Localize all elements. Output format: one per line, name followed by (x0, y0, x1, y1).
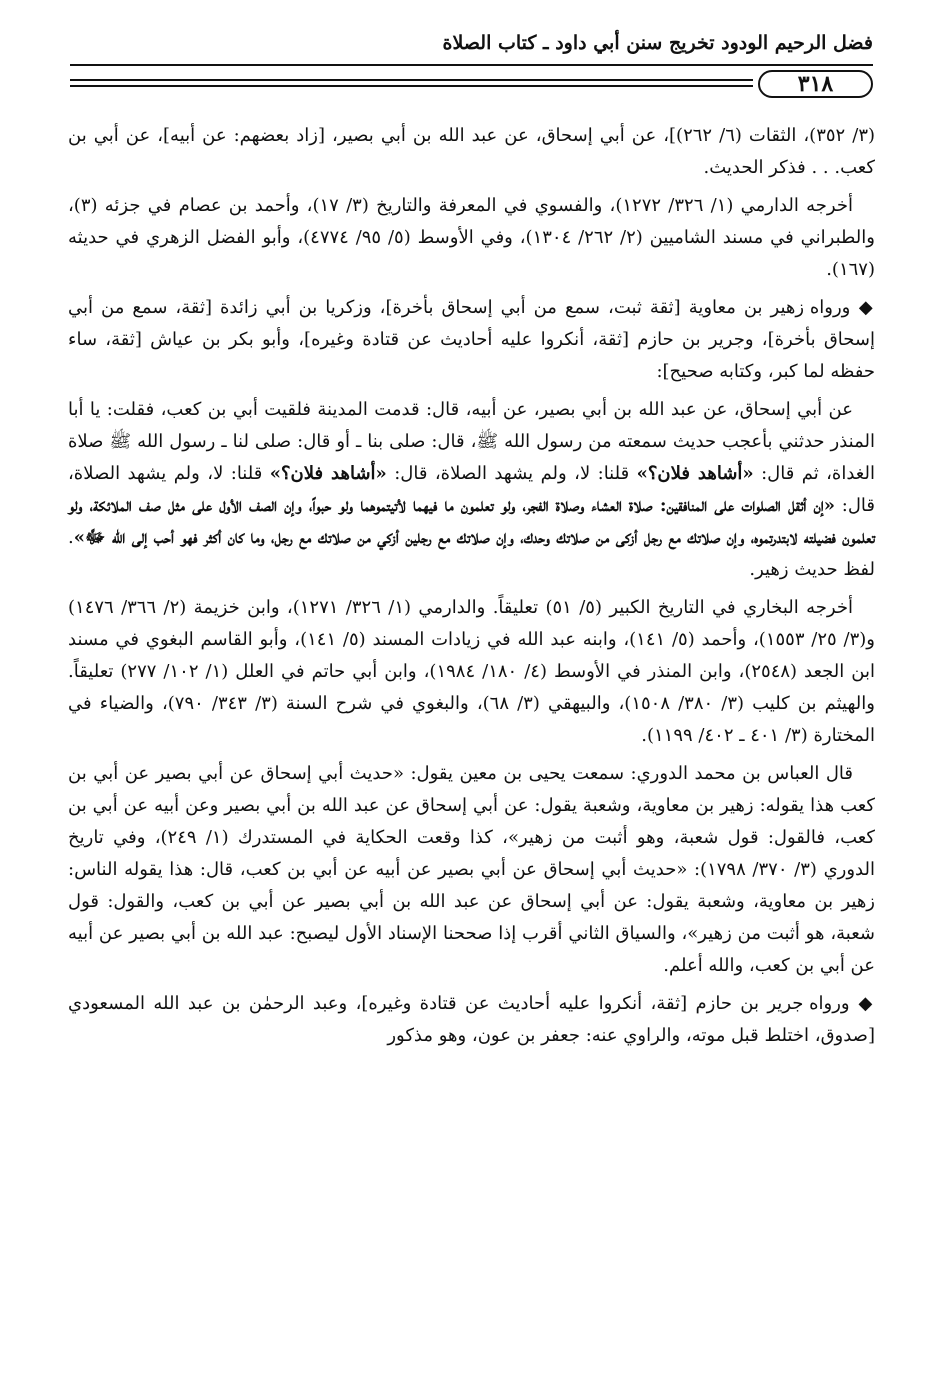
page-number: ٣١٨ (758, 70, 873, 98)
book-title: فضل الرحيم الودود تخريج سنن أبي داود ـ كتاب الصلاة (442, 32, 873, 54)
text-span: ورواه زهير بن معاوية [ثقة ثبت، سمع من أبي إسحاق بأخرة]، وزكريا بن أبي زائدة [ثقة، سمع من أبي إسحاق بأخرة]، وجرير بن حازم [ثقة، أنكروا عليه أحاديث عن قتادة وغيره]، وأبو بكر بن عياش [ثقة، ساء حفظه لما كبر، وكتابه صحيح]: (68, 297, 875, 382)
bold-text: ◆ (849, 993, 875, 1014)
paragraph (68, 120, 875, 184)
page-body (68, 120, 875, 1058)
bold-text: «إن أثقل الصلوات على المنافقين: صلاة العشاء وصلاة الفجر، ولو تعلمون ما فيهما لأتيتموهما ولو حبواً، وإن الصف الأول على مثل صف الملائكة، ولو تعلمون فضيلته لابتدرتموه، وإن صلاتك مع رجل أزكى من صلاتك وحدك، وإن صلاتك مع رجلين أزكي من صلاتك مع رجل، وما كان أكثر فهو أحب إلى الله ﷻ» (68, 495, 875, 548)
text-span: أخرجه البخاري في التاريخ الكبير (٥/ ٥١) تعليقاً. والدارمي (١/ ٣٢٦/ ١٢٧١)، وابن خزيمة (٢/ ٣٦٦/ ١٤٧٦) و(٣/ ٢٥/ ١٥٥٣)، وأحمد (٥/ ١٤١)، وابنه عبد الله في زيادات المسند (٥/ ١٤١)، وأبو القاسم البغوي في مسند ابن الجعد (٢٥٤٨)، وابن المنذر في الأوسط (٤/ ١٨٠/ ١٩٨٤)، وابن أبي حاتم في العلل (١/ ١٠٢/ ٢٧٧) تعليقاً. والهيثم بن كليب (٣/ ٣٨٠/ ١٥٠٨)، والبيهقي (٣/ ٦٨)، والبغوي في شرح السنة (٣/ ٣٤٣/ ٧٩٠)، والضياء في المختارة (٣/ ٤٠١ ـ ٤٠٢/ ١١٩٩). (68, 597, 875, 746)
paragraph (68, 988, 875, 1052)
text-span: (٣/ ٣٥٢)، الثقات (٦/ ٢٦٢)]، عن أبي إسحاق، عن عبد الله بن أبي بصير، [زاد بعضهم: عن أبيه]، عن أبي بن كعب. . . فذكر الحديث. (68, 125, 876, 178)
paragraph (68, 292, 875, 388)
paragraph (68, 758, 875, 982)
bold-text: «أشاهد فلان؟» (636, 463, 754, 484)
text-span: قلنا: لا، ولم يشهد الصلاة، قال: (386, 463, 637, 484)
text-span: قال العباس بن محمد الدوري: سمعت يحيى بن معين يقول: «حديث أبي إسحاق عن أبي بصير عن أبي بن كعب هذا يقوله: زهير بن معاوية، وشعبة يقول: عن أبي إسحاق عن عبد الله بن أبي بصير وعن أبيه عن أبي بن كعب، فالقول: قول شعبة، وهو أثبت من زهير»، كذا وقعت الحكاية في المستدرك (١/ ٢٤٩)، وفي تاريخ الدوري (٣/ ٣٧٠/ ١٧٩٨): «حديث أبي إسحاق عن أبي بصير عن أبيه عن أبي بن كعب، قال: هذا يقوله الناس: زهير بن معاوية، وشعبة يقول: عن أبي إسحاق عن عبد الله بن أبي بصير عن أبي بن كعب، والقول: قول شعبة، هو أثبت من زهير»، والسياق الثاني أقرب إذا صححنا الإسناد الأول ليصبح: عبد الله بن أبي بصير عن أبيه عن أبي بن كعب، والله أعلم. (68, 763, 875, 976)
text-span: . لفظ حديث زهير. (68, 527, 875, 580)
text-span: ورواه جرير بن حازم [ثقة، أنكروا عليه أحاديث عن قتادة وغيره]، وعبد الرحمٰن بن عبد الله المسعودي [صدوق، اختلط قبل موته، والراوي عنه: جعفر بن عون، وهو مذكور (68, 993, 875, 1046)
text-span: عن أبي إسحاق، عن عبد الله بن أبي بصير، عن أبيه، قال: قدمت المدينة فلقيت أبي بن كعب، فقلت: يا أبا المنذر حدثني بأعجب حديث سمعته من رسول الله ﷺ، قال: صلى بنا ـ أو قال: صلى لنا ـ رسول الله ﷺ صلاة الغداة، ثم قال: (68, 399, 875, 484)
paragraph (68, 394, 875, 586)
page-number-row (70, 70, 873, 100)
bold-text: «أشاهد فلان؟» (269, 463, 387, 484)
paragraph (68, 190, 875, 286)
double-rule (70, 79, 753, 87)
paragraph (68, 592, 875, 752)
bold-text: ◆ (850, 297, 875, 318)
text-span: أخرجه الدارمي (١/ ٣٢٦/ ١٢٧٢)، والفسوي في المعرفة والتاريخ (٣/ ١٧)، وأحمد بن عصام في جزئه (٣)، والطبراني في مسند الشاميين (٢/ ٢٦٢/ ١٣٠٤)، وفي الأوسط (٥/ ٩٥/ ٤٧٧٤)، وأبو الفضل الزهري في حديثه (١٦٧). (68, 195, 875, 280)
page-header (70, 30, 873, 100)
text-span: قلنا: لا، ولم يشهد الصلاة، قال: (68, 463, 875, 516)
header-rule (70, 64, 873, 66)
